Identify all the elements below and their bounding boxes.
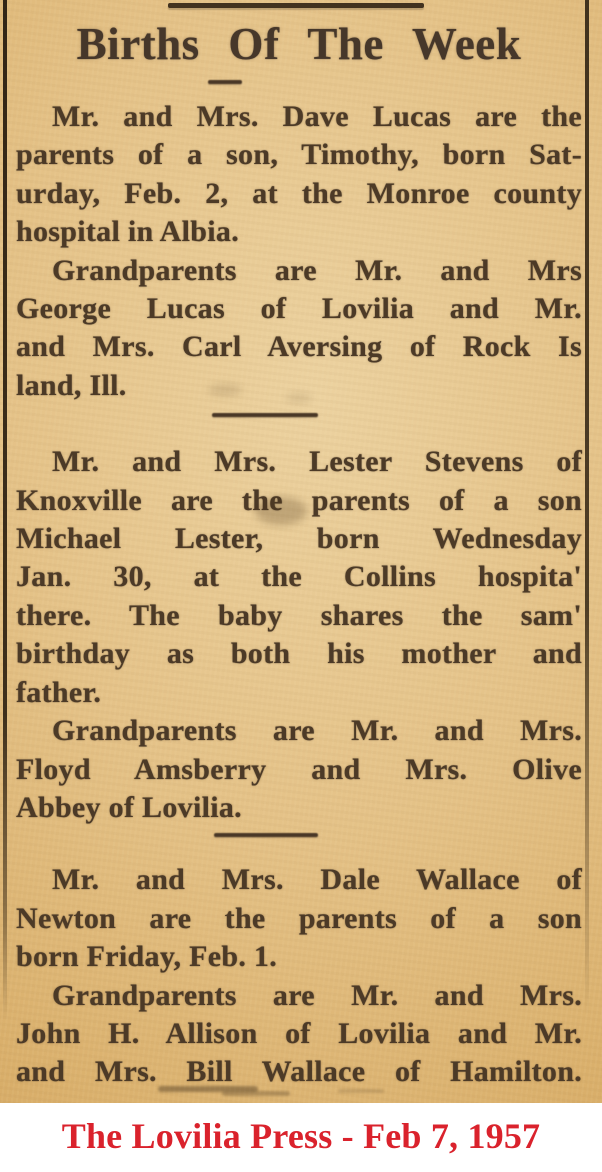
article-paragraph	[16, 443, 582, 712]
worn-bottom-divider	[222, 1091, 290, 1096]
article-paragraph	[16, 98, 582, 252]
top-column-rule	[168, 3, 424, 8]
article-line: father.	[16, 675, 102, 709]
article-line: Grandparents are Mr. and Mrs	[52, 253, 582, 287]
worn-bottom-divider	[338, 1089, 384, 1093]
article-line: Michael Lester, born Wednesday	[16, 522, 582, 556]
right-column-rule	[585, 0, 589, 1103]
article-line: George Lucas of Lovilia and Mr.	[16, 292, 582, 326]
ink-smudge	[255, 497, 307, 525]
article-line: urday, Feb. 2, at the Monroe county	[16, 176, 582, 210]
article-line: land, Ill.	[16, 368, 127, 402]
source-caption: The Lovilia Press - Feb 7, 1957	[61, 1115, 541, 1156]
headline-divider	[208, 80, 242, 84]
article-paragraph	[16, 712, 582, 827]
ink-smudge	[208, 384, 242, 396]
article-paragraph	[16, 977, 582, 1092]
article-line: John H. Allison of Lovilia and Mr.	[16, 1016, 582, 1050]
article-line: there. The baby shares the sam'	[16, 598, 582, 632]
section-divider	[212, 413, 318, 417]
article-line: born Friday, Feb. 1.	[16, 940, 278, 974]
article-line: Floyd Amsberry and Mrs. Olive	[16, 752, 582, 786]
section-divider	[214, 833, 318, 837]
article-line: Newton are the parents of a son	[16, 901, 582, 935]
article-paragraph	[16, 252, 582, 406]
left-column-rule	[3, 0, 7, 1020]
article-column	[16, 20, 582, 1092]
article-line: Knoxville are the parents of a son	[16, 483, 582, 517]
ink-smudge	[286, 393, 312, 403]
article-line: parents of a son, Timothy, born Sat-	[16, 138, 582, 172]
article-line: and Mrs. Bill Wallace of Hamilton.	[16, 1055, 582, 1089]
article-line: Grandparents are Mr. and Mrs.	[52, 978, 582, 1012]
article-line: Jan. 30, at the Collins hospita'	[16, 560, 582, 594]
article-line: Abbey of Lovilia.	[16, 790, 242, 824]
caption-band	[0, 1103, 602, 1172]
article-line: and Mrs. Carl Aversing of Rock Is	[16, 330, 582, 364]
article-line: Mr. and Mrs. Dale Wallace of	[52, 863, 582, 897]
article-line: Mr. and Mrs. Dave Lucas are the	[52, 100, 582, 133]
article-line: hospital in Albia.	[16, 215, 239, 249]
article-line: Mr. and Mrs. Lester Stevens of	[52, 445, 582, 479]
article-paragraph	[16, 861, 582, 976]
article-line: Grandparents are Mr. and Mrs.	[52, 714, 582, 748]
article-line: birthday as both his mother and	[16, 637, 582, 671]
article-headline: Births Of The Week	[76, 19, 522, 69]
